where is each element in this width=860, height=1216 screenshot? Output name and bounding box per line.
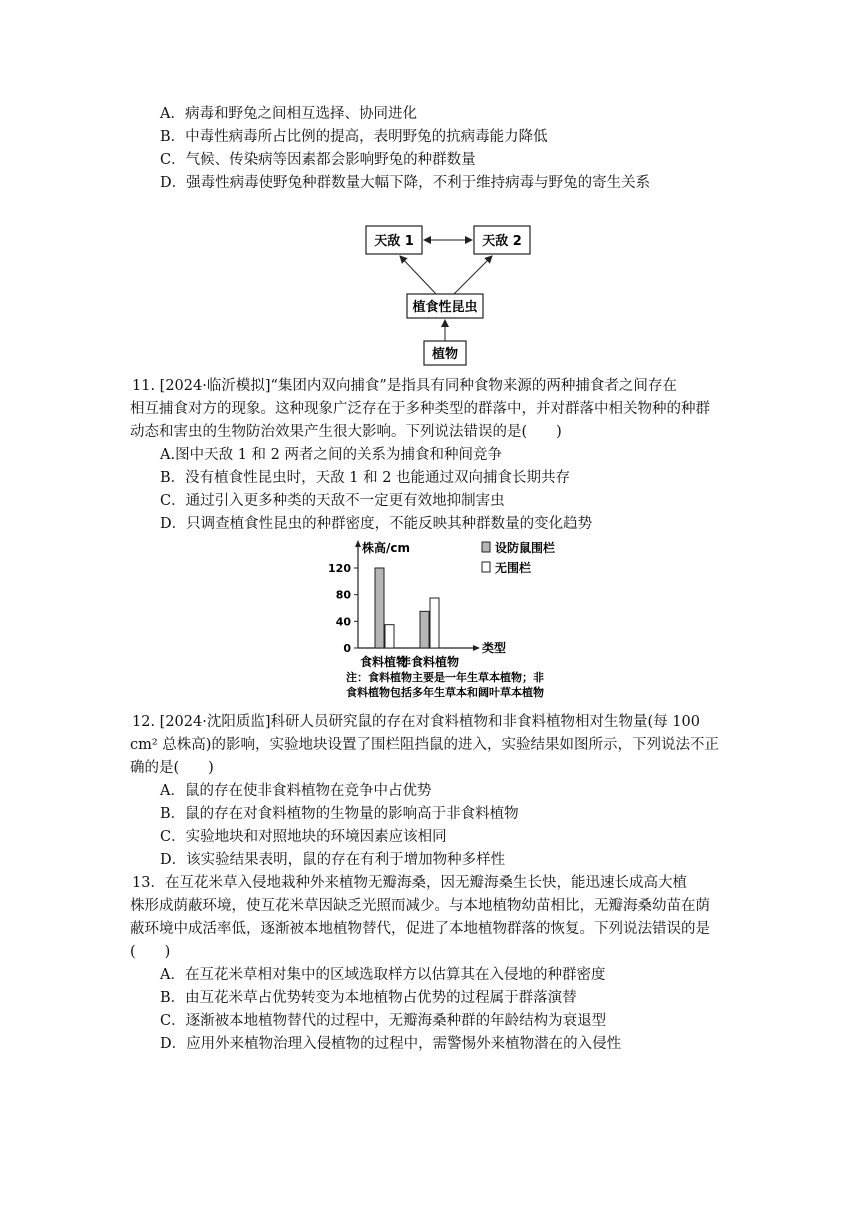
legend-label: 设防鼠围栏: [495, 541, 556, 555]
q12-stem-line3: 确的是( ): [130, 760, 214, 776]
y-tick-label: 120: [328, 562, 351, 575]
insect-label: 植食性昆虫: [412, 300, 478, 315]
y-axis-arrow: [355, 540, 361, 547]
legend-label: 无围栏: [495, 561, 532, 575]
q11-option-c: C．通过引入更多种类的天敌不一定更有效地抑制害虫: [160, 493, 505, 509]
q12-stem-line2: cm² 总株高)的影响，实验地块设置了围栏阻挡鼠的进入，实验结果如图所示，下列说法不正: [130, 737, 719, 753]
arrow-insect-enemy1: [400, 256, 436, 294]
plant-label: 植物: [431, 347, 459, 362]
y-tick-label: 80: [335, 588, 351, 602]
q12-option-b: B．鼠的存在对食料植物的生物量的影响高于非食料植物: [160, 806, 519, 822]
q13-option-c: C．逐渐被本地植物替代的过程中，无瓣海桑种群的年龄结构为衰退型: [160, 1013, 607, 1029]
category-label: 食料植物: [359, 655, 409, 669]
q11-option-b: B．没有植食性昆虫时，天敌 1 和 2 也能通过双向捕食长期共存: [160, 470, 571, 486]
q11-option-d: D．只调查植食性昆虫的种群密度，不能反映其种群数量的变化趋势: [160, 516, 593, 532]
y-tick-label: 0: [343, 642, 351, 655]
bar-1-1: [430, 598, 439, 648]
q11-stem-line3: 动态和害虫的生物防治效果产生很大影响。下列说法错误的是( ): [130, 424, 562, 440]
bar-chart: [320, 538, 570, 704]
q12-option-a: A．鼠的存在使非食料植物在竞争中占优势: [160, 783, 432, 799]
plant-box: [424, 341, 466, 365]
q11-option-a: A.图中天敌 1 和 2 两者之间的关系为捕食和种间竞争: [160, 447, 502, 463]
q12-option-c: C．实验地块和对照地块的环境因素应该相同: [160, 829, 447, 845]
q13-stem-line1: 13．在互花米草入侵地栽种外来植物无瓣海桑，因无瓣海桑生长快，能迅速长成高大植: [132, 875, 687, 891]
q10-option-d: D．强毒性病毒使野兔种群数量大幅下降，不利于维持病毒与野兔的寄生关系: [160, 175, 651, 191]
q13-stem-line2: 株形成荫蔽环境，使互花米草因缺乏光照而减少。与本地植物幼苗相比，无瓣海桑幼苗在荫: [130, 898, 710, 914]
food-web-diagram: [350, 218, 540, 366]
q12-stem-line1: 12. [2024·沈阳质监]科研人员研究鼠的存在对食料植物和非食料植物相对生物量(每 100: [132, 714, 700, 730]
q10-option-a: A．病毒和野兔之间相互选择、协同进化: [160, 106, 417, 122]
q11-stem-line1: 11. [2024·临沂模拟]“集团内双向捕食”是指具有同种食物来源的两种捕食者之间存在: [132, 378, 677, 394]
x-axis-arrow: [473, 645, 480, 651]
enemy2-label: 天敌 2: [482, 234, 522, 249]
y-tick-label: 40: [335, 615, 351, 629]
y-axis-title: 株高/cm: [362, 541, 411, 555]
bar-0-1: [420, 611, 429, 648]
bar-1-0: [385, 625, 394, 648]
q13-option-a: A．在互花米草相对集中的区域选取样方以估算其在入侵地的种群密度: [160, 967, 606, 983]
q11-stem-line2: 相互捕食对方的现象。这种现象广泛存在于多种类型的群落中，并对群落中相关物种的种群: [130, 401, 710, 417]
chart-note-line: 食料植物包括多年生草本和阔叶草本植物: [346, 686, 544, 699]
enemy1-label: 天敌 1: [374, 234, 414, 249]
legend-swatch: [482, 542, 490, 552]
legend-swatch: [482, 562, 490, 572]
enemy1-box: [366, 226, 422, 254]
q13-option-b: B．由互花米草占优势转变为本地植物占优势的过程属于群落演替: [160, 990, 577, 1006]
category-label: 非食料植物: [398, 655, 460, 669]
q10-option-c: C．气候、传染病等因素都会影响野兔的种群数量: [160, 152, 476, 168]
q12-option-d: D．该实验结果表明，鼠的存在有利于增加物种多样性: [160, 852, 506, 868]
insect-box: [407, 294, 483, 318]
q13-stem-line4: ( ): [130, 944, 171, 960]
enemy2-box: [474, 226, 530, 254]
arrow-insect-enemy2: [454, 256, 492, 294]
q13-option-d: D．应用外来植物治理入侵植物的过程中，需警惕外来植物潜在的入侵性: [160, 1036, 622, 1052]
chart-note-line: 注：食料植物主要是一年生草本植物；非: [346, 671, 544, 684]
q13-stem-line3: 蔽环境中成活率低，逐渐被本地植物替代，促进了本地植物群落的恢复。下列说法错误的是: [130, 921, 710, 937]
x-axis-title: 类型: [482, 641, 507, 655]
q10-option-b: B．中毒性病毒所占比例的提高，表明野兔的抗病毒能力降低: [160, 129, 548, 145]
bar-0-0: [375, 568, 384, 648]
